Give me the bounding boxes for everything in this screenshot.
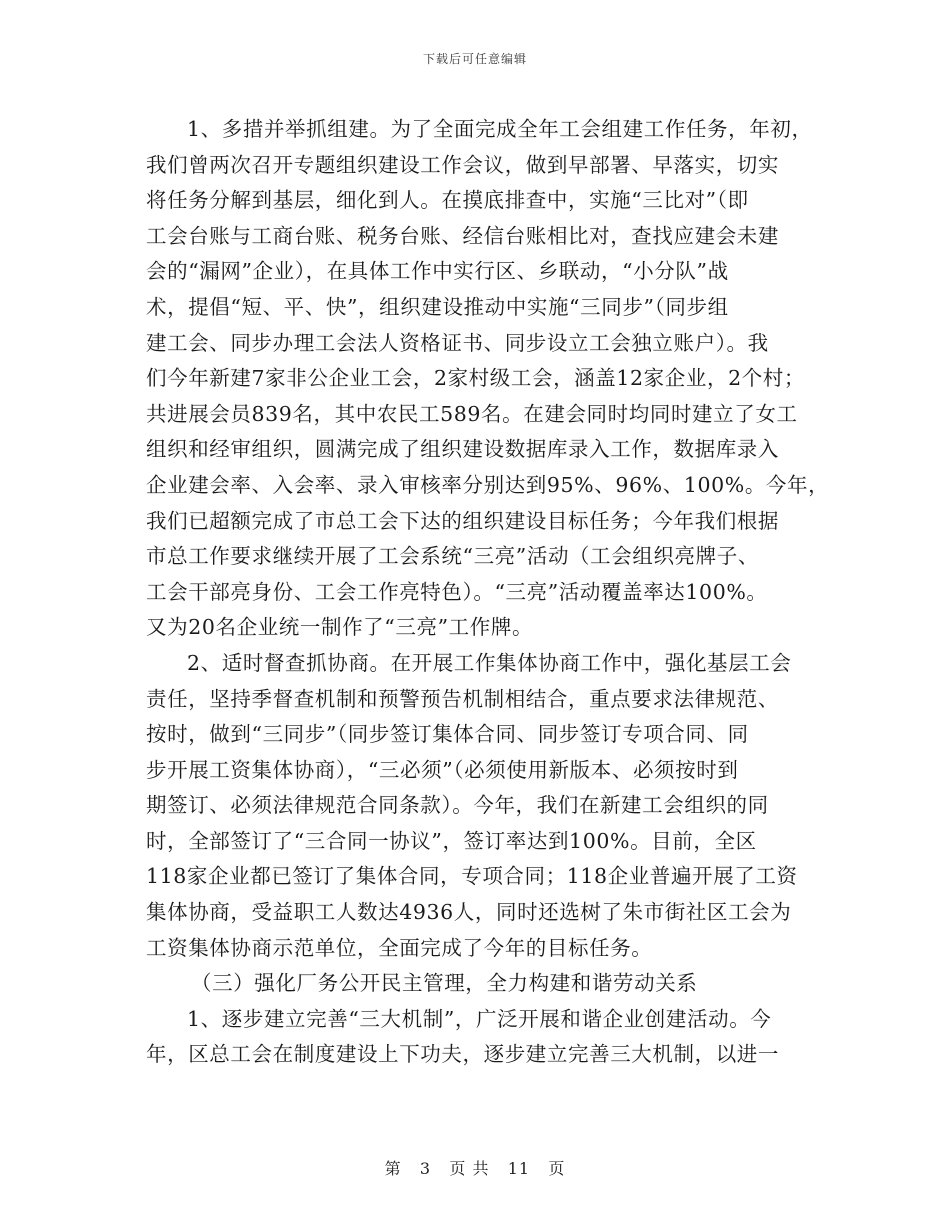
paragraph-line: 118家企业都已签订了集体合同，专项合同；118企业普遍开展了工资 bbox=[146, 864, 798, 889]
footer-total-pages: 11 bbox=[507, 1159, 531, 1178]
paragraph-line: 们今年新建7家非公企业工会，2家村级工会，涵盖12家企业，2个村； bbox=[146, 366, 806, 391]
page-header: 下载后可任意编辑 bbox=[422, 52, 527, 66]
paragraph-line: 工会台账与工商台账、税务台账、经信台账相比对，查找应建会未建 bbox=[146, 223, 779, 248]
paragraph-line: 将任务分解到基层，细化到人。在摸底排查中，实施“三比对”（即 bbox=[146, 188, 749, 213]
page-footer bbox=[0, 1156, 950, 1179]
footer-middle: 页 共 bbox=[449, 1159, 490, 1178]
paragraph-line: 工资集体协商示范单位，全面完成了今年的目标任务。 bbox=[146, 935, 653, 960]
paragraph-line: 年，区总工会在制度建设上下功夫，逐步建立完善三大机制，以进一 bbox=[146, 1042, 779, 1067]
paragraph-line: 组织和经审组织，圆满完成了组织建设数据库录入工作，数据库录入 bbox=[146, 437, 779, 462]
paragraph-line: 1、多措并举抓组建。为了全面完成全年工会组建工作任务，年初， bbox=[187, 117, 813, 141]
paragraph-line: 又为20名企业统一制作了“三亮”工作牌。 bbox=[146, 615, 534, 640]
paragraph-line: 我们曾两次召开专题组织建设工作会议，做到早部署、早落实，切实 bbox=[146, 152, 779, 177]
footer-page-number: 3 bbox=[419, 1159, 432, 1178]
document-body bbox=[146, 112, 830, 1073]
paragraph-line: 我们已超额完成了市总工会下达的组织建设目标任务；今年我们根据 bbox=[146, 508, 779, 533]
paragraph-line: 1、逐步建立完善“三大机制”，广泛开展和谐企业创建活动。今 bbox=[187, 1006, 772, 1031]
paragraph-line: 期签订、必须法律规范合同条款）。今年，我们在新建工会组织的同 bbox=[146, 793, 769, 818]
section-heading: （三）强化厂务公开民主管理，全力构建和谐劳动关系 bbox=[191, 971, 698, 996]
paragraph-line: 工会干部亮身份、工会工作亮特色）。“三亮”活动覆盖率达100%。 bbox=[146, 579, 768, 604]
paragraph-line: 企业建会率、入会率、录入审核率分别达到95%、96%、100%。今年， bbox=[146, 472, 830, 497]
paragraph-line: 共进展会员839名，其中农民工589名。在建会同时均同时建立了女工 bbox=[146, 401, 798, 426]
paragraph-line: 时，全部签订了“三合同一协议”，签订率达到100%。目前，全区 bbox=[146, 828, 757, 853]
footer-prefix: 第 bbox=[384, 1159, 402, 1178]
paragraph-line: 按时，做到“三同步”（同步签订集体合同、同步签订专项合同、同 bbox=[146, 722, 749, 747]
paragraph-line: 会的“漏网”企业），在具体工作中实行区、乡联动，“小分队”战 bbox=[146, 259, 729, 284]
paragraph-line: 责任，坚持季督查机制和预警预告机制相结合，重点要求法律规范、 bbox=[146, 686, 779, 711]
paragraph-line: 2、适时督查抓协商。在开展工作集体协商工作中，强化基层工会 bbox=[187, 650, 792, 675]
footer-suffix: 页 bbox=[548, 1159, 566, 1178]
paragraph-line: 市总工作要求继续开展了工会系统“三亮”活动（工会组织亮牌子、 bbox=[146, 544, 759, 569]
paragraph-line: 集体协商，受益职工人数达4936人，同时还选树了朱市街社区工会为 bbox=[146, 900, 792, 925]
paragraph-line: 步开展工资集体协商），“三必须”（必须使用新版本、必须按时到 bbox=[146, 757, 739, 782]
paragraph-line: 建工会、同步办理工会法人资格证书、同步设立工会独立账户）。我 bbox=[146, 330, 769, 355]
paragraph-line: 术，提倡“短、平、快”，组织建设推动中实施“三同步”（同步组 bbox=[146, 294, 729, 319]
